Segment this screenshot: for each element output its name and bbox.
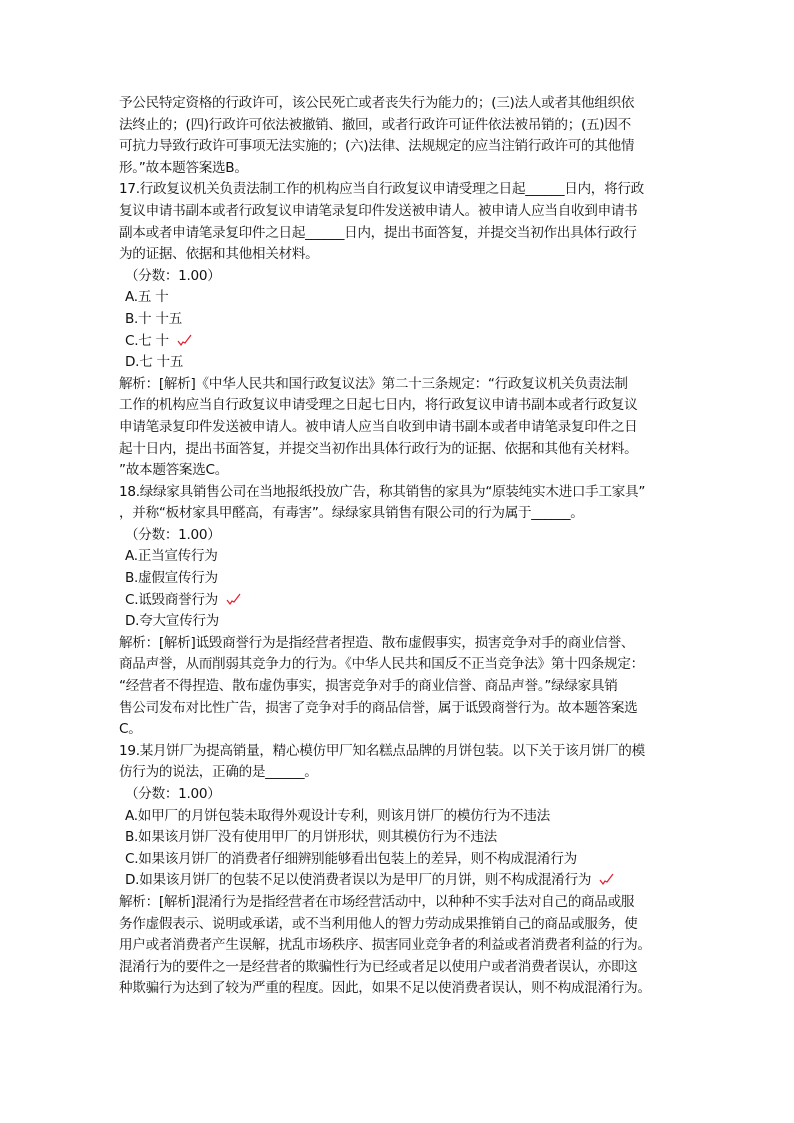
analysis-line-text: 混淆行为的要件之一是经营者的欺骗性行为已经或者足以使用户或者消费者误认，亦即这 [119,958,638,975]
intro-text-line [119,158,709,180]
analysis-line [119,460,709,482]
analysis-line [119,676,709,698]
analysis-line-text: 解析：[解析]诋毁商誉行为是指经营者捏造、散布虚假事实，损害竞争对手的商业信誉、 [119,634,635,651]
analysis-line [119,654,709,676]
document-page [119,93,709,1000]
analysis-line [119,719,709,741]
answer-option-text: B.虚假宣传行为 [125,570,218,587]
answer-option [119,352,709,374]
answer-option-text: C.如果该月饼厂的消费者仔细辨别能够看出包装上的差异，则不构成混淆行为 [125,850,577,867]
question-stem-line [119,201,709,223]
analysis-line [119,892,709,914]
question-score-text: （分数：1.00） [125,526,221,543]
question-score-text: （分数：1.00） [125,267,221,284]
analysis-line [119,417,709,439]
answer-option [119,870,709,892]
question-stem-line [119,762,709,784]
analysis-line [119,914,709,936]
answer-option-text: D.夸大宣传行为 [125,613,219,630]
analysis-line [119,395,709,417]
analysis-line [119,957,709,979]
question-stem-line-text: 18.绿绿家具销售公司在当地报纸投放广告，称其销售的家具为“原装纯实木进口手工家具” [119,483,646,500]
question-stem-line-text: 19.某月饼厂为提高销量，精心模仿甲厂知名糕点品牌的月饼包装。以下关于该月饼厂的模 [119,742,645,759]
question-score [119,525,709,547]
correct-check-icon [226,592,242,606]
answer-option [119,287,709,309]
question-stem-line-text: 17.行政复议机关负责法制工作的机构应当自行政复议申请受理之日起______日内，将行政 [119,181,644,198]
intro-text-line-text: 予公民特定资格的行政许可，该公民死亡或者丧失行为能力的；(三)法人或者其他组织依 [119,95,635,111]
analysis-line-text: 申请笔录复印件发送被申请人。被申请人应当自收到申请书副本或者申请笔录复印件之日 [119,418,638,435]
question-stem-line [119,223,709,245]
analysis-line [119,935,709,957]
intro-text-line [119,136,709,158]
question-stem-line [119,482,709,504]
correct-check-icon [599,872,615,886]
answer-option [119,568,709,590]
analysis-line-text: 务作虚假表示、说明或承诺，或不当利用他人的智力劳动成果推销自己的商品或服务，使 [119,915,638,932]
answer-option [119,806,709,828]
question-score [119,266,709,288]
analysis-line-text: 售公司发布对比性广告，损害了竞争对手的商品信誉，属于诋毁商誉行为。故本题答案选 [119,699,638,716]
analysis-line [119,439,709,461]
answer-option-text: D.七 十五 [125,354,184,371]
answer-option [119,590,709,612]
answer-option-text: A.正当宣传行为 [125,548,218,565]
answer-option [119,827,709,849]
question-stem-line-text: 仿行为的说法，正确的是______。 [119,764,318,781]
analysis-line [119,633,709,655]
answer-option-text: C.七 十 [125,332,169,349]
answer-option-text: A.五 十 [125,289,169,306]
intro-text-line [119,93,709,115]
answer-option-text: B.十 十五 [125,310,182,327]
analysis-line-text: C。 [119,721,142,738]
answer-option-text: C.诋毁商誉行为 [125,591,218,608]
intro-text-line-text: 可抗力导致行政许可事项无法实施的；(六)法律、法规规定的应当注销行政许可的其他情 [119,138,635,155]
question-stem-line-text: 副本或者申请笔录复印件之日起______日内，提出书面答复，并提交当初作出具体行政行 [119,224,637,241]
analysis-line [119,374,709,396]
answer-option [119,611,709,633]
analysis-line-text: ”故本题答案选C。 [119,462,228,479]
answer-option-text: A.如甲厂的月饼包装未取得外观设计专利，则该月饼厂的模仿行为不违法 [125,807,550,824]
answer-option-text: B.如果该月饼厂没有使用甲厂的月饼形状，则其模仿行为不违法 [125,829,497,846]
intro-text-line-text: 法终止的；(四)行政许可依法被撤销、撤回，或者行政许可证件依法被吊销的；(五)因不 [119,116,631,133]
analysis-line [119,978,709,1000]
answer-option-text: D.如果该月饼厂的包装不足以使消费者误以为是甲厂的月饼，则不构成混淆行为 [125,872,592,889]
question-score [119,784,709,806]
intro-text-line [119,115,709,137]
question-stem-line [119,503,709,525]
question-stem-line [119,741,709,763]
analysis-line-text: “经营者不得捏造、散布虚伪事实，损害竞争对手的商业信誉、商品声誉。”绿绿家具销 [119,678,618,695]
answer-option [119,849,709,871]
question-stem-line-text: 为的证据、依据和其他相关材料。 [119,246,319,263]
analysis-line-text: 起十日内，提出书面答复，并提交当初作出具体行政行为的证据、依据和其他有关材料。 [119,440,638,457]
answer-option [119,309,709,331]
analysis-line [119,698,709,720]
analysis-line-text: 解析：[解析]混淆行为是指经营者在市场经营活动中，以种种不实手法对自己的商品或服 [119,893,635,910]
question-stem-line-text: ，并称“板材家具甲醛高，有毒害”。绿绿家具销售有限公司的行为属于______。 [119,505,584,522]
answer-option [119,546,709,568]
answer-option [119,331,709,353]
question-score-text: （分数：1.00） [125,786,221,802]
question-stem-line [119,179,709,201]
analysis-line-text: 商品声誉，从而削弱其竞争力的行为。《中华人民共和国反不正当竞争法》第十四条规定： [119,656,644,673]
correct-check-icon [177,333,193,347]
analysis-line-text: 种欺骗行为达到了较为严重的程度。因此，如果不足以使消费者误认，则不构成混淆行为。 [119,980,651,997]
question-stem-line-text: 复议申请书副本或者行政复议申请笔录复印件发送被申请人。被申请人应当自收到申请书 [119,202,638,219]
intro-text-line-text: 形。”故本题答案选B。 [119,159,248,176]
analysis-line-text: 解析：[解析]《中华人民共和国行政复议法》第二十三条规定：“行政复议机关负责法制 [119,375,628,392]
question-stem-line [119,244,709,266]
analysis-line-text: 工作的机构应当自行政复议申请受理之日起七日内，将行政复议申请书副本或者行政复议 [119,397,638,414]
analysis-line-text: 用户或者消费者产生误解，扰乱市场秩序、损害同业竞争者的利益或者消费者利益的行为。 [119,937,651,954]
